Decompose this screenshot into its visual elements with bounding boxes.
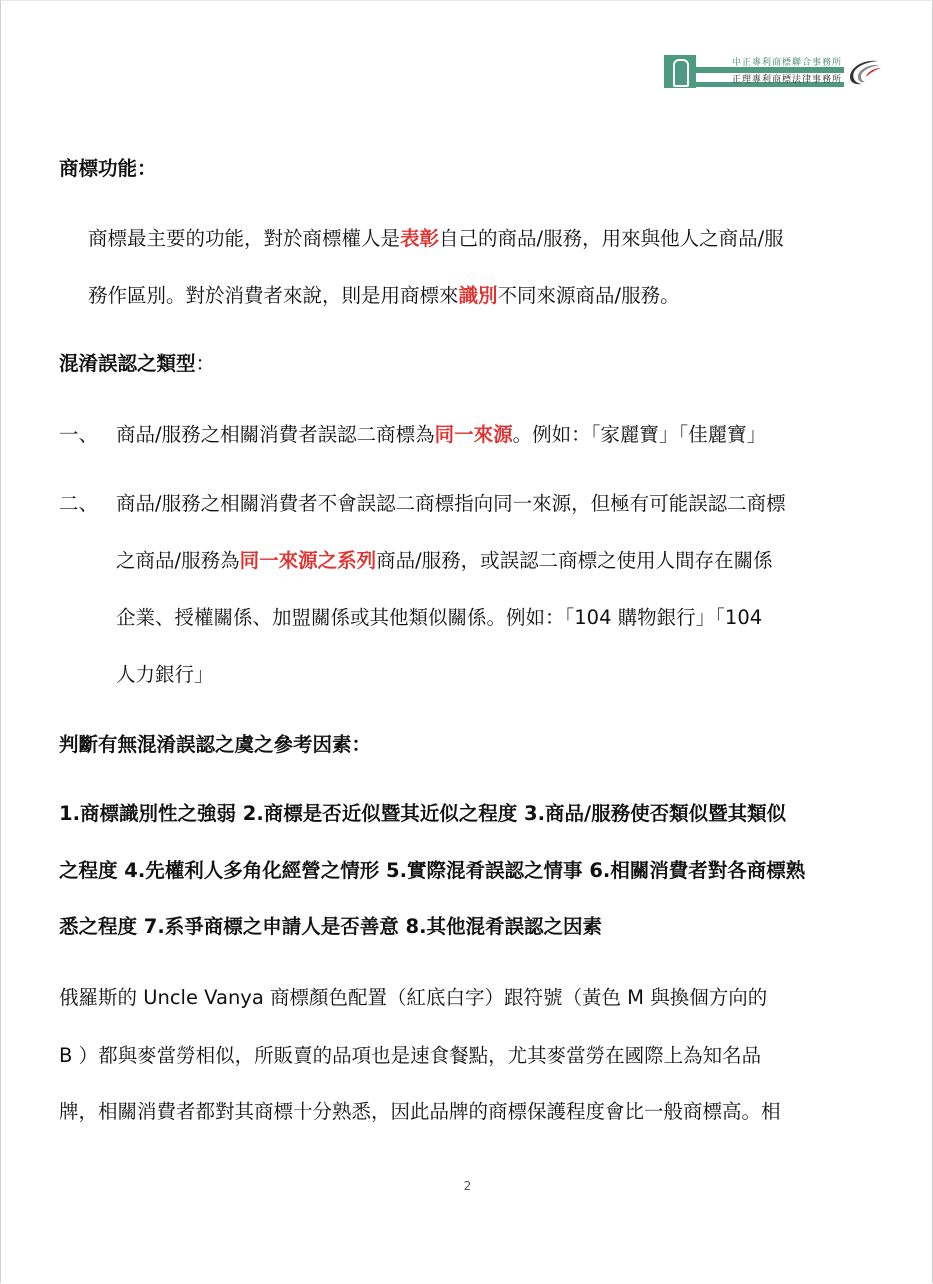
- highlight-represent: 表彰: [400, 227, 440, 250]
- highlight-identify: 識別: [458, 284, 498, 307]
- highlight-same-source: 同一來源: [434, 423, 513, 446]
- heading-confusion-types: 混淆誤認之類型：: [59, 352, 216, 375]
- logo-firm-name-1: 中正專利商標聯合事務所: [731, 58, 842, 68]
- highlight-same-source-series: 同一來源之系列: [239, 549, 377, 572]
- factors-line-2: 之程度 4.先權利人多角化經營之情形 5.實際混肴誤認之情事 6.相關消費者對各商標熟: [59, 859, 806, 882]
- paragraph-function-line-2: 務作區別。對於消費者來說，則是用商標來識別不同來源商品/服務。: [88, 284, 680, 307]
- logo-emblem-icon: [664, 55, 696, 88]
- list-item-2-line-1: 商品/服務之相關消費者不會誤認二商標指向同一來源，但極有可能誤認二商標: [116, 492, 786, 515]
- list-marker-2: 二、: [59, 492, 99, 515]
- paragraph-function-line-1: 商標最主要的功能，對於商標權人是表彰自己的商品/服務，用來與他人之商品/服: [88, 227, 784, 250]
- example-line-1: 俄羅斯的 Uncle Vanya 商標顏色配置（紅底白字）跟符號（黃色 M 與換個方向的: [59, 986, 768, 1009]
- list-item-1: 商品/服務之相關消費者誤認二商標為同一來源。例如：「家麗寶」「佳麗寶」: [116, 423, 767, 446]
- list-item-2-line-2: 之商品/服務為同一來源之系列商品/服務，或誤認二商標之使用人間存在關係: [116, 549, 773, 572]
- list-item-2-line-3: 企業、授權關係、加盟關係或其他類似關係。例如：「104 購物銀行」「104: [116, 606, 763, 629]
- list-item-2-line-4: 人力銀行」: [116, 663, 214, 686]
- factors-line-3: 悉之程度 7.系爭商標之申請人是否善意 8.其他混肴誤認之因素: [59, 915, 603, 938]
- example-line-3: 牌，相關消費者都對其商標十分熟悉，因此品牌的商標保護程度會比一般商標高。相: [59, 1100, 781, 1123]
- example-line-2: B ）都與麥當勞相似，所販賣的品項也是速食餐點，尤其麥當勞在國際上為知名品: [59, 1044, 762, 1067]
- factors-line-1: 1.商標識別性之強弱 2.商標是否近似暨其近似之程度 3.商品/服務使否類似暨其類似: [59, 802, 787, 825]
- heading-trademark-function: 商標功能：: [59, 157, 157, 180]
- list-marker-1: 一、: [59, 423, 99, 446]
- logo-swoosh-icon: [844, 57, 884, 87]
- logo-firm-name-2: 正理專利商標法律事務所: [731, 75, 842, 85]
- firm-logo: [664, 55, 886, 89]
- page-number: 2: [463, 1179, 472, 1193]
- heading-reference-factors: 判斷有無混淆誤認之虞之參考因素：: [59, 733, 372, 756]
